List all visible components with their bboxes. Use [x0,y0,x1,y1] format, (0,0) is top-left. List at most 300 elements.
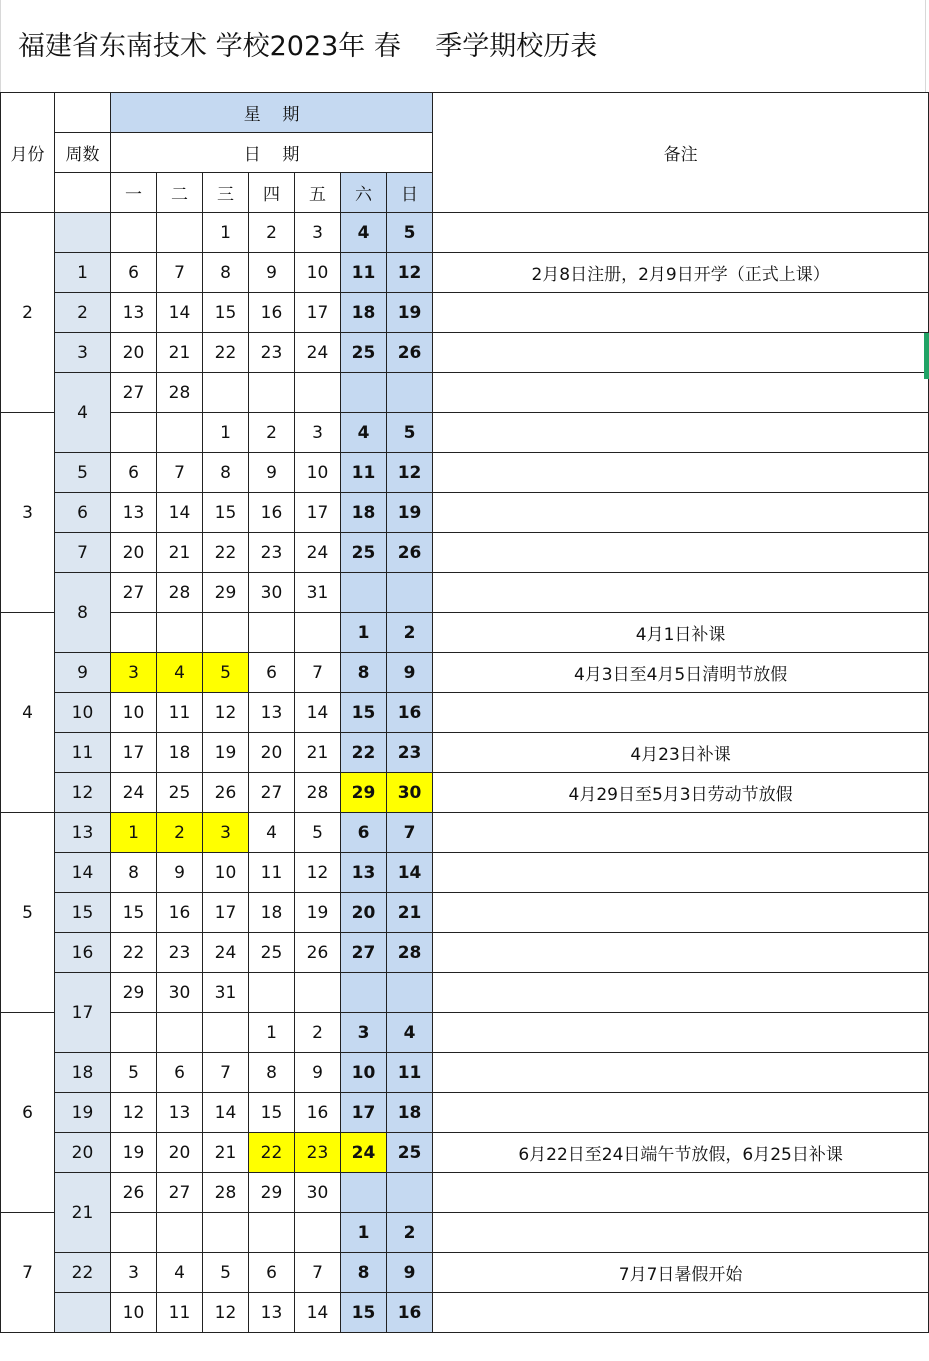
note-cell [433,1173,929,1213]
date-cell: 10 [295,453,341,493]
date-cell: 29 [203,573,249,613]
calendar-row [1,1053,929,1093]
week-number-cell: 1 [55,253,111,293]
date-cell: 7 [203,1053,249,1093]
date-cell: 14 [295,693,341,733]
week-header-top [55,93,111,133]
weekday-group-header: 星 期 [111,93,433,133]
date-cell: 22 [111,933,157,973]
note-cell: 4月29日至5月3日劳动节放假 [433,773,929,813]
calendar-row [1,533,929,573]
day-name-header: 五 [295,173,341,213]
date-cell: 11 [341,253,387,293]
date-cell: 13 [249,1293,295,1333]
date-cell [295,613,341,653]
date-cell: 21 [203,1133,249,1173]
date-cell: 24 [341,1133,387,1173]
page-title: 福建省东南技术 学校2023年 春 季学期校历表 [18,31,598,62]
calendar-row [1,1013,929,1053]
date-cell: 19 [295,893,341,933]
date-cell: 19 [387,493,433,533]
week-number-cell: 4 [55,373,111,453]
date-cell: 26 [203,773,249,813]
date-cell: 6 [111,253,157,293]
month-cell: 6 [1,1013,55,1213]
date-cell: 10 [203,853,249,893]
date-cell: 3 [203,813,249,853]
gridline [925,0,926,92]
note-cell [433,1053,929,1093]
date-cell: 1 [249,1013,295,1053]
date-cell: 4 [341,213,387,253]
date-cell: 4 [341,413,387,453]
date-cell: 23 [249,533,295,573]
date-cell: 16 [249,293,295,333]
date-cell: 18 [249,893,295,933]
date-cell: 14 [157,293,203,333]
date-cell: 23 [295,1133,341,1173]
day-name-header: 日 [387,173,433,213]
date-cell: 15 [203,493,249,533]
week-number-cell: 16 [55,933,111,973]
month-cell: 3 [1,413,55,613]
date-cell [111,613,157,653]
date-cell: 14 [157,493,203,533]
date-cell: 7 [295,653,341,693]
calendar-row [1,613,929,653]
date-cell: 26 [387,333,433,373]
date-cell [387,1173,433,1213]
date-cell: 4 [157,1253,203,1293]
note-cell [433,533,929,573]
date-cell: 2 [295,1013,341,1053]
week-number-cell: 8 [55,573,111,653]
date-cell [341,1173,387,1213]
date-cell: 3 [111,653,157,693]
note-cell [433,933,929,973]
date-cell: 9 [249,253,295,293]
title-band [0,0,929,92]
date-cell: 8 [249,1053,295,1093]
calendar-row [1,1093,929,1133]
month-cell: 4 [1,613,55,813]
note-cell: 4月1日补课 [433,613,929,653]
date-cell: 16 [387,1293,433,1333]
date-cell: 31 [203,973,249,1013]
date-cell [157,613,203,653]
date-cell [111,413,157,453]
calendar-row [1,973,929,1013]
note-cell [433,1013,929,1053]
date-cell: 17 [111,733,157,773]
date-cell: 26 [387,533,433,573]
date-cell: 10 [111,1293,157,1333]
date-cell: 23 [387,733,433,773]
note-cell [433,1093,929,1133]
calendar-row [1,813,929,853]
date-cell: 27 [249,773,295,813]
date-cell [203,613,249,653]
day-name-header: 三 [203,173,249,213]
week-number-cell: 5 [55,453,111,493]
month-cell: 7 [1,1213,55,1333]
date-cell: 4 [249,813,295,853]
date-cell: 19 [111,1133,157,1173]
date-cell [157,1213,203,1253]
scroll-indicator[interactable] [924,333,929,379]
date-cell: 1 [203,213,249,253]
calendar-row [1,1293,929,1333]
date-cell: 3 [341,1013,387,1053]
date-cell: 30 [249,573,295,613]
date-cell: 6 [249,653,295,693]
date-cell: 11 [387,1053,433,1093]
date-cell: 15 [341,693,387,733]
date-cell: 21 [295,733,341,773]
calendar-row [1,333,929,373]
date-cell: 24 [295,533,341,573]
week-number-cell: 17 [55,973,111,1053]
date-cell: 25 [157,773,203,813]
date-cell: 20 [249,733,295,773]
date-cell: 11 [157,1293,203,1333]
date-cell [111,1213,157,1253]
date-cell: 3 [111,1253,157,1293]
day-name-header: 一 [111,173,157,213]
date-cell [295,1213,341,1253]
date-cell: 25 [387,1133,433,1173]
date-cell: 19 [387,293,433,333]
date-cell [249,613,295,653]
date-cell: 27 [111,573,157,613]
date-cell: 6 [341,813,387,853]
date-cell: 21 [157,533,203,573]
date-cell: 18 [341,493,387,533]
date-cell: 31 [295,573,341,613]
date-cell: 29 [249,1173,295,1213]
week-number-cell: 13 [55,813,111,853]
date-cell: 13 [111,293,157,333]
month-cell: 5 [1,813,55,1013]
date-cell: 15 [203,293,249,333]
date-cell: 23 [249,333,295,373]
date-cell: 23 [157,933,203,973]
date-cell [111,1013,157,1053]
date-cell: 13 [157,1093,203,1133]
date-cell: 22 [249,1133,295,1173]
date-cell: 4 [387,1013,433,1053]
date-cell: 14 [203,1093,249,1133]
date-cell: 28 [157,573,203,613]
date-cell: 1 [341,1213,387,1253]
date-cell: 5 [203,1253,249,1293]
date-cell: 17 [341,1093,387,1133]
date-cell [341,373,387,413]
week-number-cell: 2 [55,293,111,333]
date-cell: 10 [341,1053,387,1093]
date-cell: 9 [295,1053,341,1093]
note-cell: 2月8日注册，2月9日开学（正式上课） [433,253,929,293]
date-cell: 2 [387,613,433,653]
date-cell: 17 [295,493,341,533]
date-cell: 2 [157,813,203,853]
date-cell: 17 [203,893,249,933]
date-cell: 7 [157,453,203,493]
note-cell [433,973,929,1013]
date-cell: 5 [295,813,341,853]
date-cell: 28 [203,1173,249,1213]
week-number-cell [55,1293,111,1333]
calendar-row [1,693,929,733]
week-number-cell: 22 [55,1253,111,1293]
date-cell [341,573,387,613]
date-cell: 25 [341,533,387,573]
date-cell: 9 [249,453,295,493]
note-cell: 7月7日暑假开始 [433,1253,929,1293]
date-cell: 14 [387,853,433,893]
date-cell [387,373,433,413]
note-cell [433,693,929,733]
week-number-cell: 11 [55,733,111,773]
date-cell: 16 [249,493,295,533]
week-number-cell: 18 [55,1053,111,1093]
date-cell: 1 [203,413,249,453]
notes-header: 备注 [433,93,929,213]
date-cell: 8 [203,453,249,493]
date-cell: 5 [203,653,249,693]
date-cell: 17 [295,293,341,333]
date-cell: 24 [111,773,157,813]
date-cell: 15 [249,1093,295,1133]
date-cell: 1 [111,813,157,853]
date-cell: 26 [295,933,341,973]
note-cell: 4月3日至4月5日清明节放假 [433,653,929,693]
date-cell: 24 [295,333,341,373]
date-cell [387,573,433,613]
date-cell: 3 [295,413,341,453]
date-cell: 3 [295,213,341,253]
week-number-cell: 21 [55,1173,111,1253]
date-cell: 2 [387,1213,433,1253]
date-cell: 21 [387,893,433,933]
date-group-header: 日 期 [111,133,433,173]
date-cell: 26 [111,1173,157,1213]
note-cell: 6月22日至24日端午节放假，6月25日补课 [433,1133,929,1173]
week-number-cell: 3 [55,333,111,373]
date-cell: 30 [387,773,433,813]
date-cell: 25 [249,933,295,973]
note-cell [433,333,929,373]
week-number-cell: 6 [55,493,111,533]
date-cell: 13 [249,693,295,733]
date-cell: 19 [203,733,249,773]
date-cell: 6 [111,453,157,493]
week-header-bottom [55,173,111,213]
note-cell [433,573,929,613]
date-cell: 30 [295,1173,341,1213]
date-cell: 20 [111,333,157,373]
month-cell: 2 [1,213,55,413]
date-cell: 21 [157,333,203,373]
date-cell: 12 [203,693,249,733]
month-header: 月份 [1,93,55,213]
date-cell: 11 [249,853,295,893]
date-cell [157,1013,203,1053]
date-cell: 27 [157,1173,203,1213]
note-cell [433,373,929,413]
school-calendar-table [0,92,929,1333]
date-cell: 9 [157,853,203,893]
note-cell [433,413,929,453]
calendar-row [1,773,929,813]
date-cell: 22 [203,333,249,373]
calendar-row [1,653,929,693]
calendar-row [1,1133,929,1173]
date-cell: 13 [341,853,387,893]
note-cell [433,213,929,253]
date-cell: 16 [387,693,433,733]
date-cell: 5 [387,213,433,253]
date-cell [203,1213,249,1253]
date-cell: 18 [341,293,387,333]
week-number-cell: 7 [55,533,111,573]
week-number-cell: 20 [55,1133,111,1173]
date-cell [341,973,387,1013]
date-cell: 2 [249,213,295,253]
note-cell: 4月23日补课 [433,733,929,773]
note-cell [433,453,929,493]
week-number-cell: 9 [55,653,111,693]
date-cell: 14 [295,1293,341,1333]
date-cell [203,1013,249,1053]
day-name-header: 四 [249,173,295,213]
date-cell: 22 [341,733,387,773]
date-cell: 4 [157,653,203,693]
calendar-row [1,493,929,533]
note-cell [433,493,929,533]
date-cell: 22 [203,533,249,573]
calendar-row [1,573,929,613]
date-cell: 2 [249,413,295,453]
gridline [0,0,1,92]
note-cell [433,813,929,853]
note-cell [433,853,929,893]
date-cell: 6 [249,1253,295,1293]
date-cell: 18 [387,1093,433,1133]
week-number-cell [55,213,111,253]
date-cell: 18 [157,733,203,773]
date-cell [157,413,203,453]
date-cell: 11 [341,453,387,493]
date-cell: 24 [203,933,249,973]
date-cell: 10 [111,693,157,733]
date-cell: 5 [111,1053,157,1093]
date-cell: 27 [341,933,387,973]
date-cell: 11 [157,693,203,733]
week-number-cell: 12 [55,773,111,813]
date-cell: 6 [157,1053,203,1093]
date-cell: 30 [157,973,203,1013]
header-row-weekday [1,93,929,133]
day-name-header: 二 [157,173,203,213]
date-cell: 7 [295,1253,341,1293]
calendar-row [1,893,929,933]
calendar-row [1,1253,929,1293]
date-cell: 8 [203,253,249,293]
date-cell: 27 [111,373,157,413]
date-cell [249,1213,295,1253]
date-cell [295,373,341,413]
day-name-header: 六 [341,173,387,213]
calendar-row [1,453,929,493]
calendar-row [1,213,929,253]
date-cell: 12 [111,1093,157,1133]
date-cell: 28 [295,773,341,813]
date-cell: 8 [111,853,157,893]
date-cell: 28 [157,373,203,413]
date-cell: 25 [341,333,387,373]
date-cell: 15 [111,893,157,933]
date-cell [295,973,341,1013]
calendar-row [1,373,929,413]
date-cell: 1 [341,613,387,653]
week-number-cell: 19 [55,1093,111,1133]
date-cell [111,213,157,253]
date-cell: 10 [295,253,341,293]
date-cell: 8 [341,653,387,693]
note-cell [433,293,929,333]
date-cell: 20 [157,1133,203,1173]
date-cell: 7 [157,253,203,293]
date-cell: 9 [387,1253,433,1293]
date-cell: 13 [111,493,157,533]
calendar-row [1,293,929,333]
date-cell: 20 [111,533,157,573]
date-cell: 12 [295,853,341,893]
note-cell [433,1213,929,1253]
date-cell: 12 [387,253,433,293]
date-cell: 8 [341,1253,387,1293]
note-cell [433,893,929,933]
week-number-cell: 14 [55,853,111,893]
date-cell: 20 [341,893,387,933]
week-header: 周数 [55,133,111,173]
calendar-row [1,253,929,293]
calendar-row [1,933,929,973]
week-number-cell: 10 [55,693,111,733]
note-cell [433,1293,929,1333]
calendar-row [1,1173,929,1213]
date-cell: 7 [387,813,433,853]
calendar-row [1,413,929,453]
calendar-row [1,853,929,893]
date-cell: 28 [387,933,433,973]
date-cell [157,213,203,253]
date-cell: 29 [111,973,157,1013]
date-cell: 15 [341,1293,387,1333]
week-number-cell: 15 [55,893,111,933]
date-cell: 12 [387,453,433,493]
date-cell: 9 [387,653,433,693]
date-cell: 16 [157,893,203,933]
calendar-row [1,1213,929,1253]
date-cell [387,973,433,1013]
date-cell: 5 [387,413,433,453]
date-cell: 12 [203,1293,249,1333]
date-cell [249,373,295,413]
date-cell: 29 [341,773,387,813]
calendar-row [1,733,929,773]
